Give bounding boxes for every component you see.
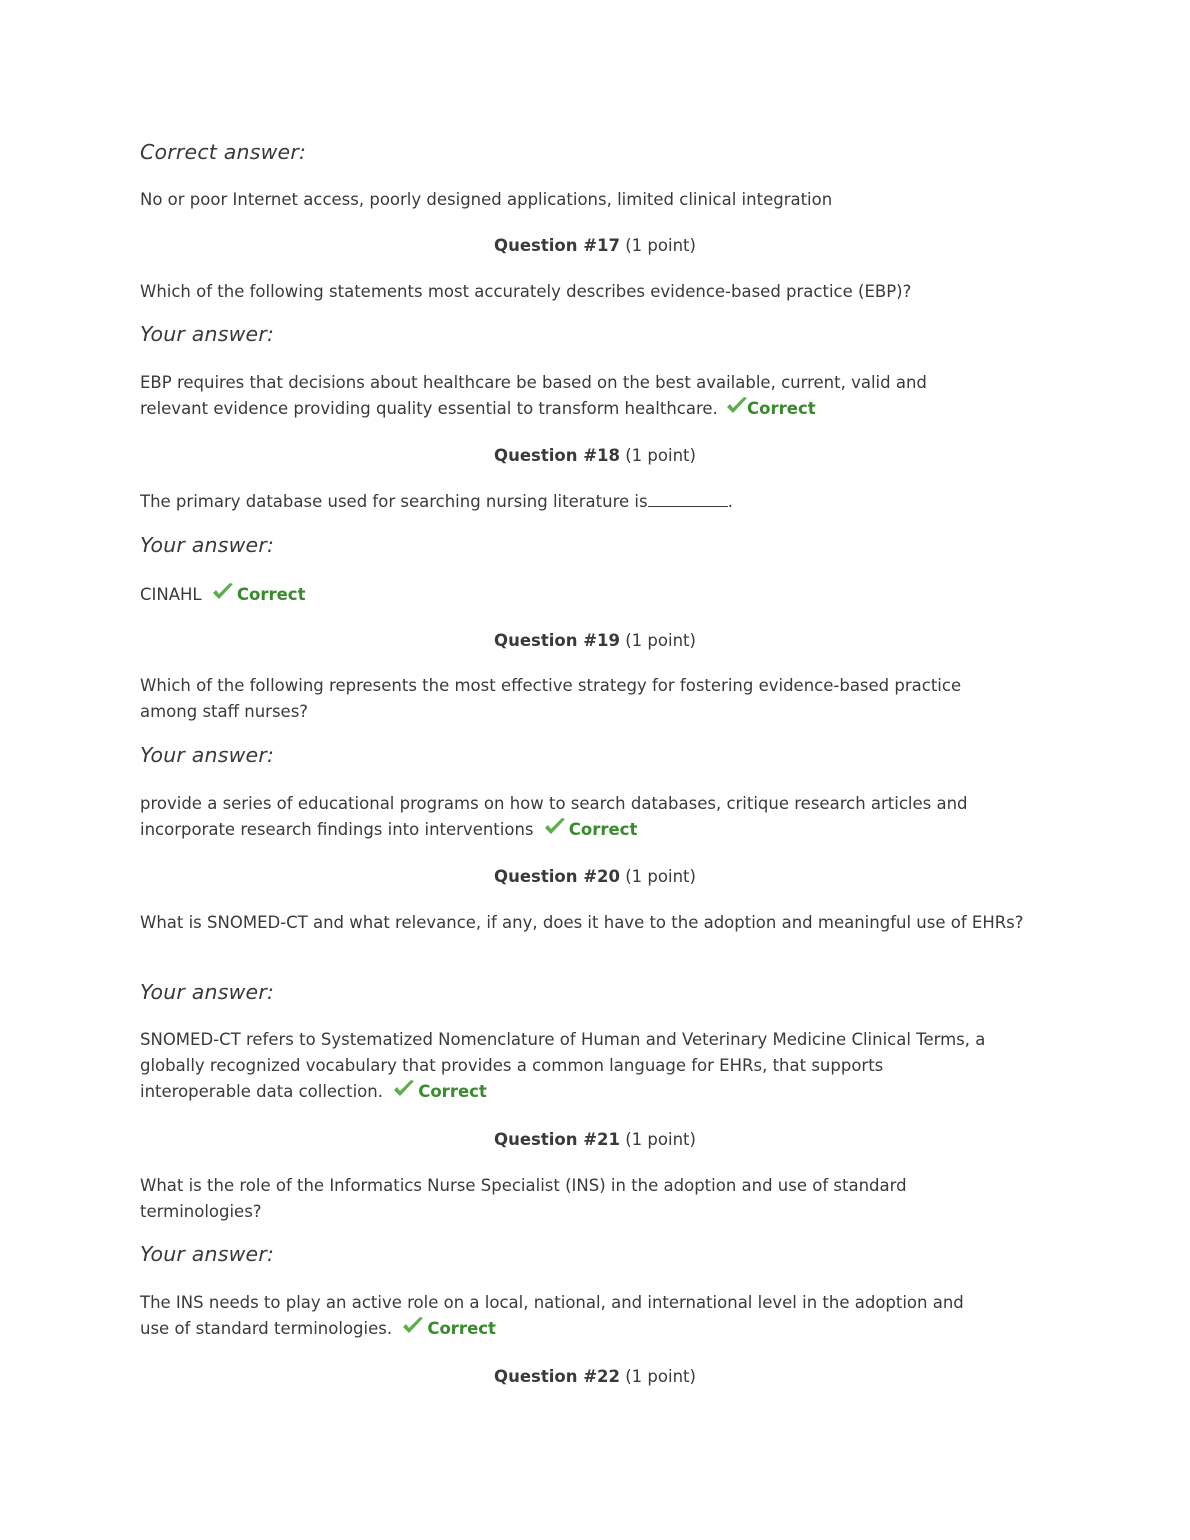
correct-label: Correct	[747, 399, 816, 418]
correct-label: Correct	[236, 585, 306, 604]
question-20-title	[140, 864, 1050, 890]
question-points: (1 point)	[625, 1130, 696, 1149]
answer-line: EBP requires that decisions about healthcare be based on the best available, current, valid and	[140, 373, 927, 392]
question-20-prompt: What is SNOMED-CT and what relevance, if any, does it have to the adoption and meaningful use of EHRs?	[140, 913, 1024, 932]
question-points: (1 point)	[625, 236, 696, 255]
question-points: (1 point)	[625, 867, 696, 886]
question-20-answer	[140, 1027, 1040, 1105]
check-icon	[543, 817, 567, 837]
correct-label: Correct	[427, 1319, 496, 1338]
question-points: (1 point)	[625, 446, 696, 465]
question-21-title	[140, 1127, 1050, 1153]
question-number: Question #18	[494, 446, 620, 465]
question-number: Question #17	[494, 236, 620, 255]
question-18-prompt	[140, 489, 1040, 515]
question-number: Question #21	[494, 1130, 620, 1149]
question-18-title	[140, 443, 1050, 469]
question-22-title	[140, 1364, 1050, 1390]
check-icon	[211, 582, 235, 602]
your-answer-label: Your answer:	[140, 980, 275, 1004]
answer-blank	[648, 490, 728, 507]
answer-line: use of standard terminologies.	[140, 1319, 393, 1338]
question-17-title	[140, 233, 1050, 259]
prompt-text: The primary database used for searching nursing literature is	[140, 492, 648, 511]
answer-line: globally recognized vocabulary that provides a common language for EHRs, that supports	[140, 1056, 884, 1075]
question-17-answer	[140, 370, 1040, 422]
your-answer-label: Your answer:	[140, 743, 275, 767]
answer-line: provide a series of educational programs on how to search databases, critique research articles and	[140, 794, 968, 813]
check-icon	[392, 1079, 416, 1099]
question-number: Question #19	[494, 631, 620, 650]
question-points: (1 point)	[625, 1367, 696, 1386]
check-icon	[401, 1316, 425, 1336]
your-answer-label: Your answer:	[140, 322, 275, 346]
correct-label: Correct	[418, 1082, 487, 1101]
answer-line: SNOMED-CT refers to Systematized Nomenclature of Human and Veterinary Medicine Clinical Terms, a	[140, 1030, 986, 1049]
check-icon	[725, 396, 749, 416]
your-answer-label: Your answer:	[140, 1242, 275, 1266]
correct-label: Correct	[568, 820, 638, 839]
answer-line: The INS needs to play an active role on a local, national, and international level in the adoption and	[140, 1293, 964, 1312]
question-21-prompt: What is the role of the Informatics Nurse Specialist (INS) in the adoption and use of standard terminologies?	[140, 1176, 907, 1221]
answer-text: CINAHL	[140, 585, 202, 604]
answer-line: interoperable data collection.	[140, 1082, 383, 1101]
question-number: Question #22	[494, 1367, 620, 1386]
question-19-answer	[140, 791, 1040, 843]
question-19-title	[140, 628, 1050, 654]
question-points: (1 point)	[625, 631, 696, 650]
question-19-prompt: Which of the following represents the most effective strategy for fostering evidence-based practice among staff nurses?	[140, 676, 962, 721]
prompt-end: .	[727, 492, 733, 511]
question-18-answer	[140, 582, 1040, 608]
question-21-answer	[140, 1290, 1040, 1342]
answer-line: relevant evidence providing quality essential to transform healthcare.	[140, 399, 718, 418]
question-17-prompt: Which of the following statements most accurately describes evidence-based practice (EBP)?	[140, 282, 912, 301]
answer-line: incorporate research findings into interventions	[140, 820, 534, 839]
question-number: Question #20	[494, 867, 620, 886]
correct-answer-label: Correct answer:	[140, 140, 307, 164]
your-answer-label: Your answer:	[140, 533, 275, 557]
correct-answer-text: No or poor Internet access, poorly designed applications, limited clinical integration	[140, 190, 833, 209]
